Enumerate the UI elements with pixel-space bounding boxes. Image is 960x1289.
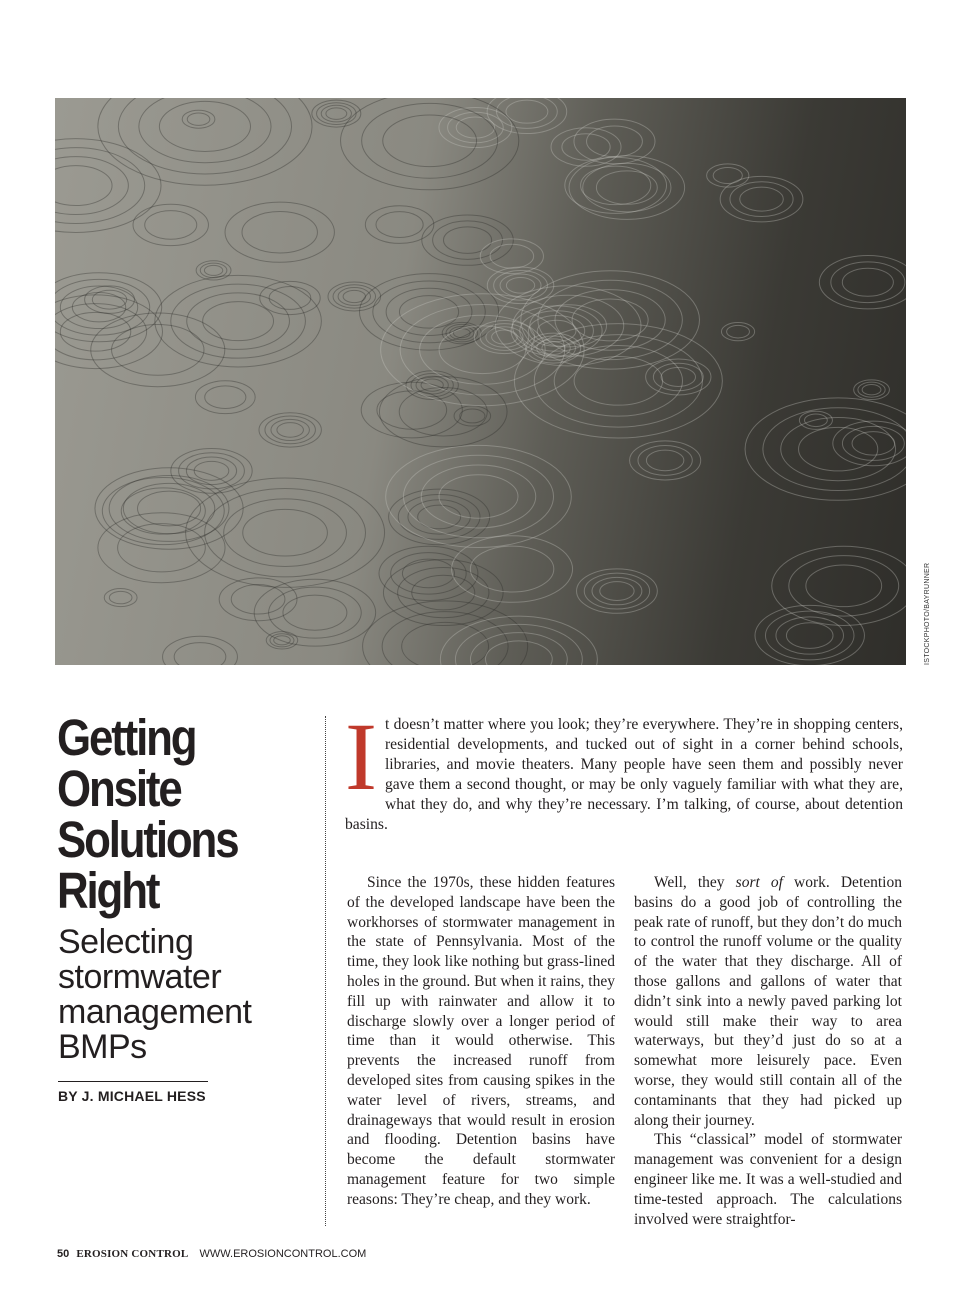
title-line: Getting bbox=[57, 709, 196, 766]
body-paragraph: This “classical” model of stormwater management was convenient for a design engineer like me. It was a well-studied and time-tested approach. The calculations involved were straightfor- bbox=[634, 1131, 902, 1228]
emphasis-text: sort of bbox=[735, 874, 783, 891]
body-paragraph bbox=[634, 873, 902, 1130]
title-line: Right bbox=[57, 862, 159, 919]
subtitle-line: BMPs bbox=[58, 1028, 147, 1066]
body-column-2 bbox=[634, 873, 902, 1229]
paragraph-text: work. Detention basins do a good job of controlling the peak rate of runoff, but they don’t do much to control the runoff volume or the quality of the water that they discharge. All of those gallons and gallons of water that didn’t sink into a newly paved parking lot would still make their way to area waterways, but they’d just do so at a somewhat more leisurely pace. Even worse, they would still contain all of the contaminants that they had picked up along their journey. bbox=[634, 874, 902, 1129]
subtitle-line: Selecting bbox=[58, 923, 194, 961]
body-column-1 bbox=[347, 873, 615, 1210]
photo-credit: ISTOCKPHOTO/BAYRUNNER bbox=[924, 562, 931, 665]
title-line: Onsite bbox=[57, 760, 181, 817]
paragraph-text: Well, they bbox=[654, 874, 736, 891]
byline-divider bbox=[58, 1081, 208, 1082]
rain-puddle-photo bbox=[55, 98, 906, 665]
body-paragraph: Since the 1970s, these hidden features of the developed landscape have been the workhorses of stormwater management in the state of Pennsylvania. Most of the time, they look like nothing but grass-lined holes in the ground. But when it rains, they fill up with rainwater and allow it to discharge slowly over a longer period of time than it would otherwise. This prevents the increased runoff from developed sites from causing spikes in the water level of rivers, streams, and drainageways that would result in erosion and flooding. Detention basins have become the default stormwater management feature for two simple reasons: They’re cheap, and they work. bbox=[347, 874, 615, 1208]
intro-paragraph bbox=[345, 703, 903, 835]
website-link: WWW.EROSIONCONTROL.COM bbox=[199, 1248, 367, 1260]
drop-cap: I bbox=[345, 703, 377, 810]
page-number: 50 bbox=[57, 1248, 70, 1260]
article-title bbox=[57, 709, 255, 919]
subtitle-line: management bbox=[58, 993, 252, 1031]
intro-text: t doesn’t matter where you look; they’re everywhere. They’re in shopping centers, residential developments, and tucked out of sight in a corner behind schools, libraries, and movie theaters. Many people have seen them and possibly never gave them a second thought, or may be only vaguely familiar with what they are, what they do, and why they’re necessary. I’m talking, of course, about detention basins. bbox=[345, 716, 903, 833]
article-subtitle bbox=[58, 925, 288, 1065]
page-footer bbox=[57, 1248, 366, 1260]
title-line: Solutions bbox=[57, 811, 238, 868]
magazine-name: EROSION CONTROL bbox=[76, 1248, 189, 1260]
byline: BY J. MICHAEL HESS bbox=[58, 1088, 206, 1104]
subtitle-line: stormwater bbox=[58, 958, 222, 996]
column-divider bbox=[325, 716, 326, 1226]
